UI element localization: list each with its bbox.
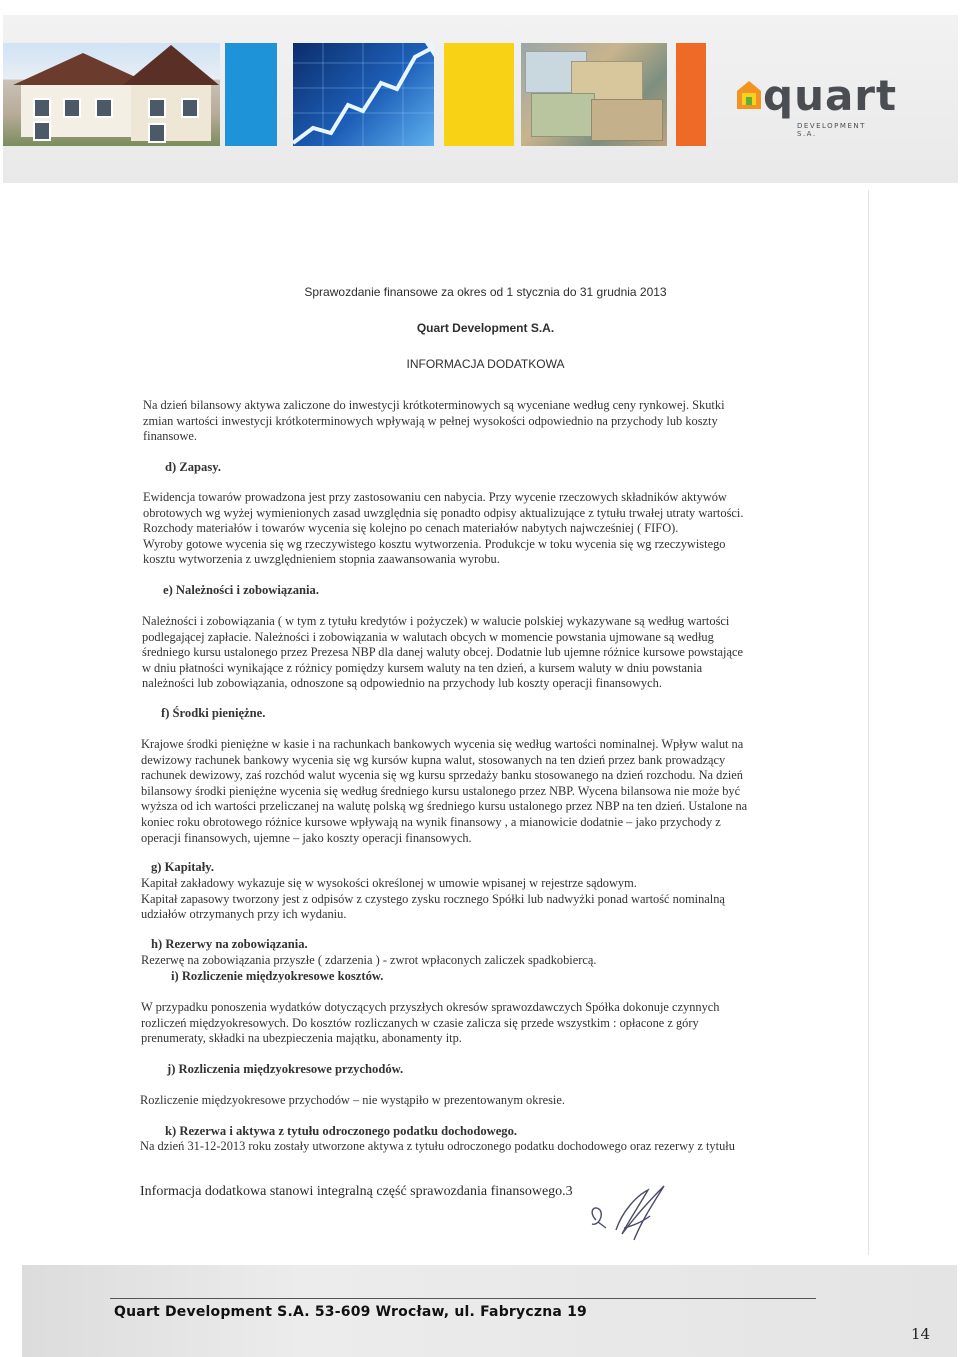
text-line: Ewidencja towarów prowadzona jest przy zastosowaniu cen nabycia. Przy wycenie rzeczowych składników aktywów: [143, 490, 727, 504]
section-g-text: [141, 876, 725, 923]
text-line: W przypadku ponoszenia wydatków dotyczących przyszłych okresów sprawozdawczych Spółka dokonuje czynnych: [141, 1000, 720, 1014]
logo-wordmark: quart: [763, 71, 898, 120]
house-logo-icon: [737, 81, 761, 109]
section-e-text: [142, 614, 743, 692]
section-d-heading: d) Zapasy.: [165, 460, 221, 474]
document-company: Quart Development S.A.: [416, 321, 555, 335]
scanned-document: [103, 190, 869, 1255]
section-j-text: [140, 1093, 565, 1109]
intro-paragraph: [143, 398, 725, 445]
blue-color-tile: [225, 43, 277, 146]
section-k-heading: k) Rezerwa i aktywa z tytułu odroczonego podatku dochodowego.: [165, 1124, 518, 1138]
section-j-heading: j) Rozliczenia międzyokresowe przychodów.: [167, 1062, 404, 1076]
document-section-title: INFORMACJA DODATKOWA: [406, 357, 565, 371]
text-line: dewizowy rachunek bankowy wycenia się wg kursów kupna walut, stosowanych na ten dzień przez bank prowadzący: [141, 752, 726, 767]
text-line: Na dzień bilansowy aktywa zaliczone do inwestycji krótkoterminowych są wyceniane według ceny rynkowej. Skutki: [143, 398, 725, 412]
header-banner: [3, 15, 958, 183]
text-line: udziałów otrzymanych przy ich wydaniu.: [141, 907, 347, 922]
text-line: Na dzień 31-12-2013 roku zostały utworzone aktywa z tytułu odroczonego podatku dochodowego oraz rezerwy z tytułu: [140, 1139, 735, 1153]
section-h-heading: h) Rezerwy na zobowiązania.: [151, 937, 308, 951]
closing-statement: Informacja dodatkowa stanowi integralną część sprawozdania finansowego.3: [140, 1184, 573, 1199]
text-line: koniec roku obrotowego różnice kursowe wpływają na wynik finansowy , a mianowicie dodatnie – jako przychody z: [141, 814, 721, 829]
text-line: Rozchody materiałów i towarów wycenia się kolejno po cenach materiałów nabytych najwcześniej ( FIFO).: [143, 521, 679, 536]
quart-logo: [733, 71, 898, 143]
text-line: średniego kursu ustalonego przez Prezesa NBP dla danej waluty obcej. Dodatnie lub ujemne różnice kursowe powstające: [142, 645, 743, 660]
text-line: wyższa od ich wartości przeliczanej na walutę polską wg średniego kursu ustalonego przez NBP na ten dzień. Ustalone na: [141, 799, 748, 814]
text-line: podlegającej zapłacie. Należności i zobowiązania w walutach obcych w momencie powstania ujmowane są według: [142, 629, 714, 644]
stock-chart-photo: [293, 43, 434, 146]
text-line: Kapitał zakładowy wykazuje się w wysokości określonej w umowie wpisanej w rejestrze sądowym.: [141, 876, 637, 890]
text-line: Wyroby gotowe wycenia się wg rzeczywistego kosztu wytworzenia. Produkcje w toku wycenia się wg rzeczywistego: [143, 536, 726, 551]
page-number: 14: [911, 1325, 931, 1343]
footer-address: Quart Development S.A. 53-609 Wrocław, ul. Fabryczna 19: [114, 1304, 587, 1320]
text-line: kosztu wytworzenia z uwzględnieniem stopnia zaawansowania wyrobu.: [143, 552, 500, 567]
text-line: obrotowych wg wyżej wymienionych zasad uwzględnia się ponadto odpisy aktualizujące z tytułu trwałej utraty wartości.: [143, 505, 744, 520]
text-line: rozliczeń międzyokresowych. Do kosztów rozliczanych w czasie zalicza się przede wszystkim : opłacone z góry: [141, 1015, 699, 1030]
text-line: rachunek dewizowy, zaś rozchód walut wycenia się wg kursu sprzedaży banku stosowanego na dzień rozchodu. Na dzień: [141, 768, 743, 783]
text-line: bilansowy środki pieniężne wycenia się według średniego kursu ustalonego przez NBP. Wycena bilansowa nie może być: [141, 783, 741, 798]
section-k-text: [140, 1139, 735, 1155]
footer-divider: [110, 1298, 816, 1299]
house-photo: [3, 43, 220, 146]
section-h-text: [141, 953, 596, 969]
section-i-heading: i) Rozliczenie międzyokresowe kosztów.: [171, 969, 384, 983]
text-line: należności lub zobowiązania, odnoszone są odpowiednio na przychody lub koszty operacji finansowych.: [142, 676, 662, 691]
section-i-text: [141, 1000, 720, 1047]
text-line: operacji finansowych, ujemne – jako koszty operacji finansowych.: [141, 830, 472, 845]
document-title: Sprawozdanie finansowe za okres od 1 stycznia do 31 grudnia 2013: [304, 285, 667, 299]
text-line: zmian wartości inwestycji krótkoterminowych wpływają w pełnej wysokości odpowiednio na przychody lub koszty: [143, 413, 718, 428]
text-line: Kapitał zapasowy tworzony jest z odpisów z czystego zysku rocznego Spółki lub nadwyżki ponad wartość nominalną: [141, 891, 725, 906]
text-line: Należności i zobowiązania ( w tym z tytułu kredytów i pożyczek) w walucie polskiej wykazywane są według wartości: [142, 614, 730, 628]
section-e-heading: e) Należności i zobowiązania.: [163, 583, 320, 597]
text-line: prenumeraty, składki na ubezpieczenia majątku, abonamenty itp.: [141, 1031, 462, 1046]
section-f-text: [141, 737, 747, 846]
section-d-text: [143, 490, 743, 568]
text-line: Krajowe środki pieniężne w kasie i na rachunkach bankowych wycenia się według wartości nominalnej. Wpływ walut na: [141, 737, 744, 751]
orange-color-tile: [676, 43, 706, 146]
handwritten-signature: [588, 1182, 678, 1252]
text-line: Rezerwę na zobowiązania przyszłe ( zdarzenia ) - zwrot wpłaconych zaliczek spadkobiercą.: [141, 953, 597, 967]
text-line: w dniu płatności wynikające z różnicy pomiędzy kursem waluty na ten dzień, a kursem waluty w dniu powstania: [142, 660, 703, 675]
text-line: Rozliczenie międzyokresowe przychodów – nie wystąpiło w prezentowanym okresie.: [140, 1093, 565, 1107]
section-g-heading: g) Kapitały.: [151, 860, 214, 874]
section-f-heading: f) Środki pieniężne.: [161, 706, 266, 720]
yellow-color-tile: [444, 43, 514, 146]
banknotes-photo: [521, 43, 667, 146]
logo-subtitle: DEVELOPMENT S.A.: [797, 122, 866, 138]
text-line: finansowe.: [143, 429, 198, 444]
